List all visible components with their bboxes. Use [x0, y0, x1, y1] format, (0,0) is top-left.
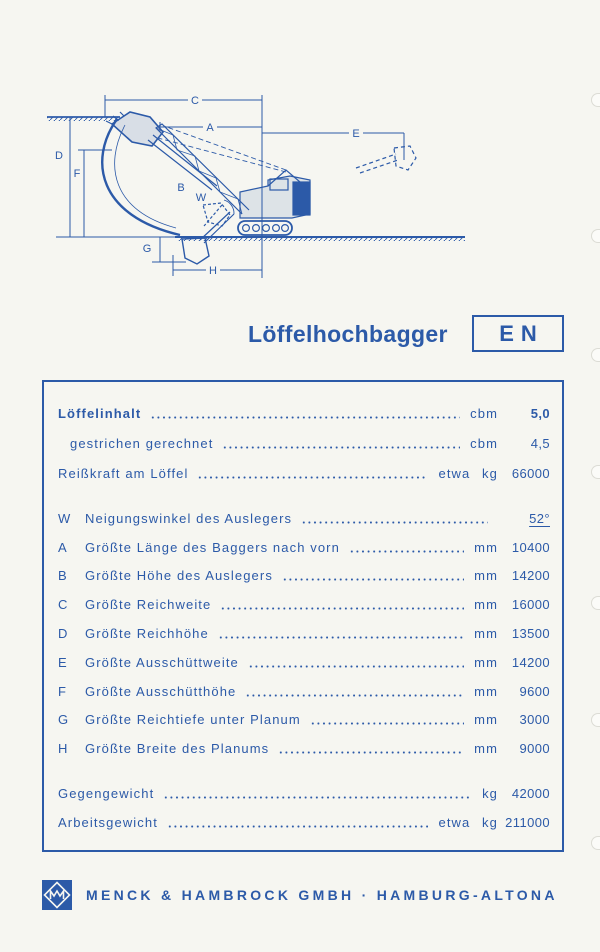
leader-dots — [282, 578, 464, 581]
leader-dots — [150, 416, 460, 419]
spec-letter: A — [58, 539, 68, 555]
label-b: B — [177, 182, 185, 194]
leader-dots — [163, 796, 472, 799]
spec-group-weights — [58, 779, 550, 837]
spec-unit: mm — [474, 568, 498, 584]
spec-row-e — [58, 648, 550, 677]
spec-label: Größte Reichhöhe — [85, 626, 209, 642]
spec-letter: C — [58, 597, 69, 613]
upper-ground-hatching — [47, 117, 119, 121]
spec-value: 66000 — [511, 465, 550, 481]
angle-arc-w — [224, 200, 234, 214]
spec-group-bucket — [58, 398, 550, 488]
spec-label: Arbeitsgewicht — [58, 815, 158, 830]
label-w: W — [195, 192, 207, 204]
spec-unit: etwa kg — [438, 815, 498, 830]
spec-label: gestrichen gerechnet — [70, 435, 214, 451]
excavator-diagram — [0, 0, 600, 290]
spec-unit: mm — [474, 654, 498, 670]
spec-letter: G — [58, 712, 70, 728]
spec-label: Reißkraft am Löffel — [58, 465, 189, 481]
spec-value: 9600 — [519, 683, 550, 699]
spec-value: 14200 — [511, 568, 550, 584]
spec-letter: W — [58, 510, 72, 526]
label-h: H — [209, 265, 217, 277]
logo-square — [42, 880, 72, 910]
punch-hole — [591, 93, 600, 107]
spec-unit: mm — [474, 626, 498, 642]
spec-value — [498, 511, 550, 526]
spec-row-operating-weight — [58, 808, 550, 837]
spec-value: 9000 — [519, 741, 550, 757]
punch-hole — [591, 836, 600, 850]
spec-row-h — [58, 734, 550, 763]
spec-label: Gegengewicht — [58, 786, 155, 801]
label-c: C — [191, 95, 199, 107]
menck-hambrock-logo-icon — [42, 880, 72, 910]
footer — [42, 879, 558, 911]
spec-label: Größte Ausschüttweite — [85, 654, 239, 670]
spec-letter: H — [58, 741, 69, 757]
company-name: MENCK & HAMBROCK GMBH · HAMBURG-ALTONA — [86, 887, 558, 903]
spec-label: Größte Höhe des Auslegers — [85, 568, 273, 584]
leader-dots — [301, 521, 488, 524]
spec-group-dimensions — [58, 504, 550, 763]
spec-row-struck-capacity — [58, 428, 550, 458]
spec-unit: etwa kg — [438, 465, 498, 481]
spec-letter: D — [58, 626, 69, 642]
spec-row-breakout-force — [58, 458, 550, 488]
punch-hole — [591, 348, 600, 362]
punch-hole — [591, 713, 600, 727]
leader-dots — [218, 636, 464, 639]
spec-label: Größte Reichtiefe unter Planum — [85, 712, 301, 728]
spec-label: Löffelinhalt — [58, 405, 142, 421]
spec-row-b — [58, 562, 550, 591]
leader-dots — [245, 694, 464, 697]
label-g: G — [142, 243, 152, 255]
crawler-track — [238, 221, 292, 235]
spec-row-c — [58, 590, 550, 619]
excavator — [106, 112, 416, 264]
page-title: Löffelhochbagger — [248, 321, 448, 347]
spec-unit: mm — [474, 683, 498, 699]
bucket-dump-position — [394, 146, 416, 170]
spec-row-d — [58, 619, 550, 648]
leader-dots — [310, 722, 464, 725]
leader-dots — [248, 665, 464, 668]
leader-dots — [222, 446, 460, 449]
leader-dots — [197, 476, 428, 479]
spec-value: 16000 — [511, 597, 550, 613]
spec-value: 5,0 — [530, 405, 550, 421]
track-roller — [253, 225, 260, 232]
ground-surface — [47, 117, 465, 241]
label-a: A — [206, 122, 214, 134]
dump-stick — [356, 154, 398, 173]
spec-row-g — [58, 706, 550, 735]
working-level-hatching — [178, 237, 465, 241]
spec-unit: cbm — [470, 405, 498, 421]
model-code: EN — [499, 320, 544, 346]
spec-row-a — [58, 533, 550, 562]
spec-unit: mm — [474, 597, 498, 613]
spec-value: 14200 — [511, 654, 550, 670]
spec-unit: mm — [474, 741, 498, 757]
spec-label: Größte Ausschütthöhe — [85, 683, 237, 699]
spec-value-text: 52° — [529, 510, 550, 526]
spec-value: 42000 — [511, 786, 550, 801]
counterweight — [293, 182, 310, 215]
model-badge — [472, 315, 564, 352]
spec-label: Größte Länge des Baggers nach vorn — [85, 539, 340, 555]
track-roller — [263, 225, 270, 232]
spec-unit: cbm — [470, 435, 498, 451]
spec-value: 3000 — [519, 712, 550, 728]
track-roller — [243, 225, 250, 232]
spec-letter: B — [58, 568, 68, 584]
track-roller — [282, 225, 289, 232]
spec-value: 13500 — [511, 626, 550, 642]
spec-row-bucket-capacity — [58, 398, 550, 428]
spec-value: 10400 — [511, 539, 550, 555]
spec-label: Neigungswinkel des Auslegers — [85, 510, 293, 526]
track-roller — [273, 225, 280, 232]
label-e: E — [352, 128, 360, 140]
punch-hole — [591, 465, 600, 479]
spec-label: Größte Reichweite — [85, 597, 212, 613]
spec-unit: mm — [474, 539, 498, 555]
spec-row-counterweight — [58, 779, 550, 808]
spec-letter: F — [58, 683, 68, 699]
label-f: F — [73, 168, 81, 180]
spec-row-w — [58, 504, 550, 533]
spec-row-f — [58, 677, 550, 706]
leader-dots — [278, 751, 464, 754]
leader-dots — [167, 825, 429, 828]
punch-hole — [591, 229, 600, 243]
punch-hole — [591, 596, 600, 610]
leader-dots — [349, 550, 464, 553]
label-d: D — [55, 150, 63, 162]
leader-dots — [220, 607, 464, 610]
spec-unit: mm — [474, 712, 498, 728]
spec-value: 211000 — [505, 815, 550, 830]
spec-value: 4,5 — [530, 435, 550, 451]
spec-label: Größte Breite des Planums — [85, 741, 270, 757]
spec-table — [42, 380, 564, 852]
spec-letter: E — [58, 654, 68, 670]
spec-unit: kg — [482, 786, 498, 801]
